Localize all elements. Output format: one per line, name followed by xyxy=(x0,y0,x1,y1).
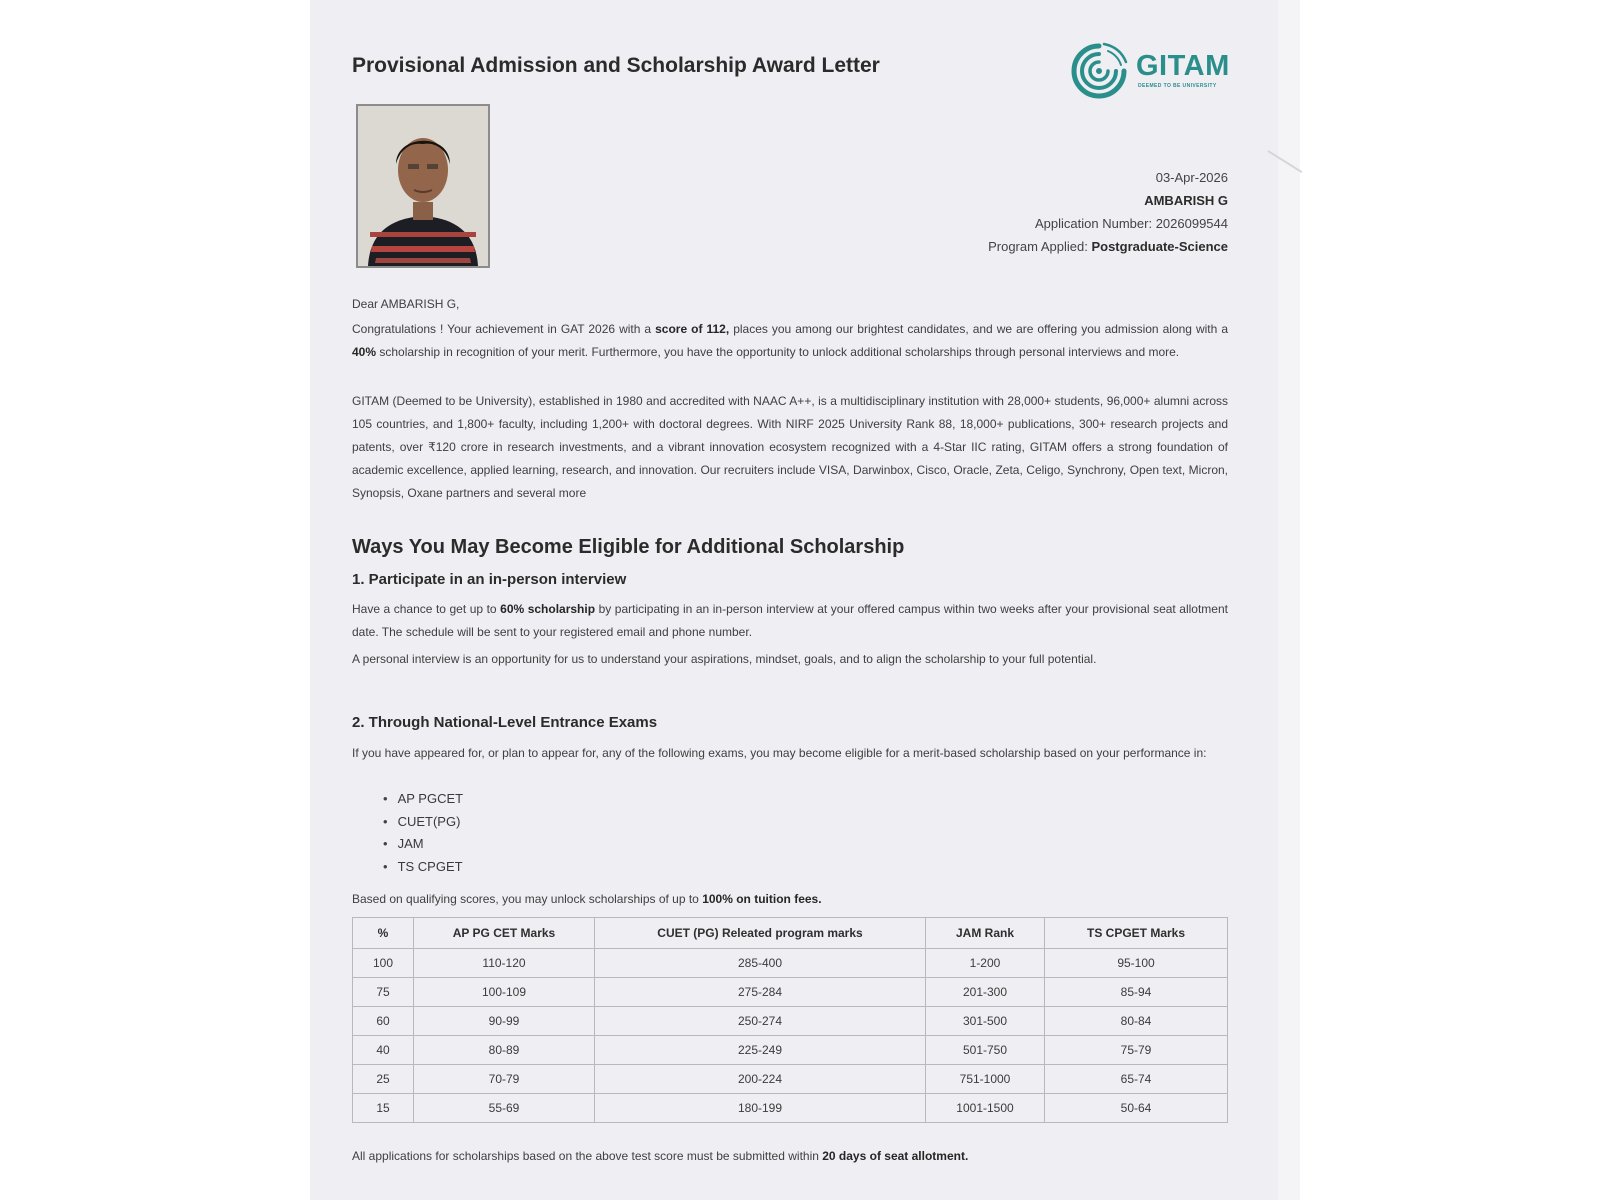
list-item: • JAM xyxy=(383,833,463,856)
greeting-text: Dear AMBARISH G, xyxy=(352,297,460,311)
table-cell: 100-109 xyxy=(414,978,595,1007)
table-row xyxy=(353,1007,1228,1036)
tuition-highlight: 100% on tuition fees. xyxy=(702,892,822,906)
table-row xyxy=(353,1094,1228,1123)
gitam-logo xyxy=(1068,38,1234,104)
table-cell: 1001-1500 xyxy=(926,1094,1045,1123)
table-cell: 180-199 xyxy=(595,1094,926,1123)
table-cell: 285-400 xyxy=(595,949,926,978)
gitam-swirl-icon xyxy=(1068,40,1130,102)
intro-text-3: scholarship in recognition of your merit. Furthermore, you have the opportunity to unlock additional scholarships through personal interviews and more. xyxy=(376,345,1180,359)
interview-heading: 1. Participate in an in-person interview xyxy=(352,571,627,588)
table-cell: 201-300 xyxy=(926,978,1045,1007)
table-cell: 751-1000 xyxy=(926,1065,1045,1094)
table-cell: 250-274 xyxy=(595,1007,926,1036)
table-cell: 70-79 xyxy=(414,1065,595,1094)
table-row xyxy=(353,978,1228,1007)
table-row xyxy=(353,1036,1228,1065)
exams-paragraph xyxy=(352,742,1228,769)
program-label: Program Applied: xyxy=(988,239,1088,254)
intro-text-1: Congratulations ! Your achievement in GAT 2026 with a xyxy=(352,322,656,336)
footer-note xyxy=(352,1145,1228,1172)
table-cell: 200-224 xyxy=(595,1065,926,1094)
exams-heading: 2. Through National-Level Entrance Exams xyxy=(352,714,658,731)
interview-paragraph xyxy=(352,598,1228,648)
list-item: • AP PGCET xyxy=(383,788,463,811)
table-cell: 25 xyxy=(353,1065,414,1094)
interview-scholarship-highlight: 60% scholarship xyxy=(500,602,596,616)
interview-text-2: by participating in an in-person interview at your offered campus within two weeks after your provisional seat allotment date. The schedule will be sent to your registered email and phone number. xyxy=(352,602,1228,639)
application-number-label: Application Number: xyxy=(1035,216,1153,231)
greeting xyxy=(352,293,1228,320)
additional-scholarship-heading: Ways You May Become Eligible for Additional Scholarship xyxy=(352,536,905,558)
scholarship-table xyxy=(352,917,1228,1123)
table-cell: 85-94 xyxy=(1045,978,1228,1007)
applicant-photo xyxy=(356,104,490,268)
recipient-info xyxy=(868,166,1228,258)
about-paragraph xyxy=(352,390,1228,509)
recipient-name: AMBARISH G xyxy=(1144,193,1228,208)
footer-text: All applications for scholarships based on the above test score must be submitted within xyxy=(352,1149,823,1163)
table-row xyxy=(353,1065,1228,1094)
application-number: 2026099544 xyxy=(1155,216,1228,231)
table-cell: 301-500 xyxy=(926,1007,1045,1036)
table-row xyxy=(353,949,1228,978)
application-number-row xyxy=(868,212,1228,235)
score-highlight: score of 112, xyxy=(655,322,730,336)
table-cell: 60 xyxy=(353,1007,414,1036)
page-edge xyxy=(1278,0,1300,1200)
table-cell: 100 xyxy=(353,949,414,978)
list-item: • CUET(PG) xyxy=(383,811,463,834)
list-item: • TS CPGET xyxy=(383,856,463,879)
column-header: AP PG CET Marks xyxy=(414,918,595,949)
table-cell: 55-69 xyxy=(414,1094,595,1123)
table-cell: 225-249 xyxy=(595,1036,926,1065)
intro-paragraph xyxy=(352,318,1228,368)
table-cell: 1-200 xyxy=(926,949,1045,978)
table-cell: 15 xyxy=(353,1094,414,1123)
table-cell: 95-100 xyxy=(1045,949,1228,978)
scholarship-percent: 40% xyxy=(352,345,377,359)
table-cell: 50-64 xyxy=(1045,1094,1228,1123)
column-header: TS CPGET Marks xyxy=(1045,918,1228,949)
logo-wordmark: GITAM xyxy=(1136,50,1230,82)
table-cell: 80-89 xyxy=(414,1036,595,1065)
interview-text-1: Have a chance to get up to xyxy=(352,602,501,616)
qualifying-scores-note xyxy=(352,888,1228,915)
table-cell: 75 xyxy=(353,978,414,1007)
deadline-highlight: 20 days of seat allotment. xyxy=(822,1149,969,1163)
logo-tagline: DEEMED TO BE UNIVERSITY xyxy=(1138,83,1217,89)
table-cell: 110-120 xyxy=(414,949,595,978)
interview-purpose-paragraph xyxy=(352,648,1228,675)
qualifying-text: Based on qualifying scores, you may unlock scholarships of up to xyxy=(352,892,703,906)
column-header: % xyxy=(353,918,414,949)
table-cell: 75-79 xyxy=(1045,1036,1228,1065)
table-cell: 80-84 xyxy=(1045,1007,1228,1036)
table-cell: 275-284 xyxy=(595,978,926,1007)
program-row xyxy=(868,235,1228,258)
column-header: CUET (PG) Releated program marks xyxy=(595,918,926,949)
about-text: GITAM (Deemed to be University), established in 1980 and accredited with NAAC A++, is a multidisciplinary institution with 28,000+ students, 96,000+ alumni across 105 countries, and 1,800+ faculty, including 1,200+ with doctoral degrees. With NIRF 2025 University Rank 88, 18,000+ publications, 300+ research projects and patents, over ₹120 crore in research investments, and a vibrant innovation ecosystem recognized with a 4-Star IIC rating, GITAM offers a strong foundation of academic excellence, applied learning, research, and innovation. Our recruiters include VISA, Darwinbox, Cisco, Oracle, Zeta, Celigo, Synchrony, Open text, Micron, Synopsis, Oxane partners and several more xyxy=(352,394,1228,500)
table-cell: 90-99 xyxy=(414,1007,595,1036)
table-cell: 501-750 xyxy=(926,1036,1045,1065)
interview-purpose-text: A personal interview is an opportunity for us to understand your aspirations, mindset, goals, and to align the scholarship to your full potential. xyxy=(352,652,1097,666)
intro-text-2: places you among our brightest candidates, and we are offering you admission along with a xyxy=(729,322,1228,336)
table-header-row xyxy=(353,918,1228,949)
applicant-portrait-image xyxy=(358,106,488,266)
program-applied: Postgraduate-Science xyxy=(1091,239,1228,254)
letter-title: Provisional Admission and Scholarship Award Letter xyxy=(352,54,880,77)
letter-date: 03-Apr-2026 xyxy=(1155,170,1228,185)
table-cell: 65-74 xyxy=(1045,1065,1228,1094)
table-cell: 40 xyxy=(353,1036,414,1065)
exams-text: If you have appeared for, or plan to appear for, any of the following exams, you may become eligible for a merit-based scholarship based on your performance in: xyxy=(352,746,1207,760)
exam-list xyxy=(383,788,463,878)
column-header: JAM Rank xyxy=(926,918,1045,949)
